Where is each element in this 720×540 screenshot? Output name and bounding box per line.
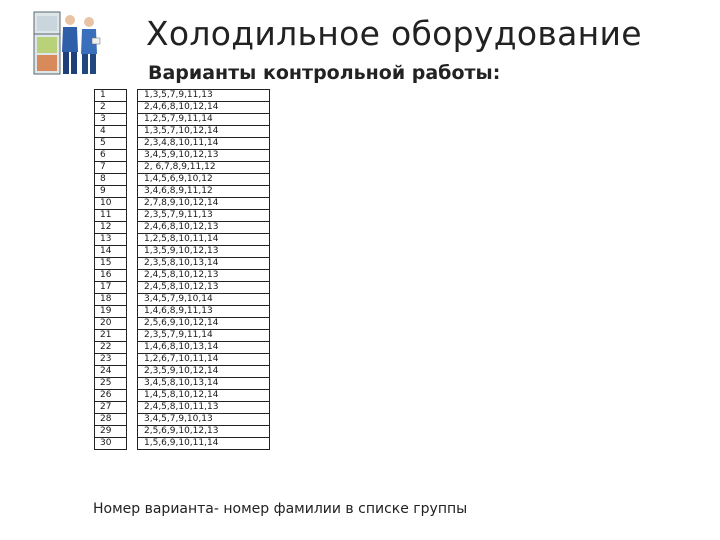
table-row [95, 438, 270, 450]
column-gap [127, 390, 138, 402]
variant-number: 23 [95, 354, 127, 366]
variant-number: 14 [95, 246, 127, 258]
column-gap [127, 114, 138, 126]
column-gap [127, 102, 138, 114]
variant-tasks: 1,2,6,7,10,11,14 [138, 354, 270, 366]
column-gap [127, 342, 138, 354]
variants-table-body [95, 90, 270, 450]
table-row [95, 174, 270, 186]
column-gap [127, 414, 138, 426]
variant-tasks: 2,5,6,9,10,12,13 [138, 426, 270, 438]
table-row [95, 282, 270, 294]
variant-tasks: 2,3,5,7,9,11,13 [138, 210, 270, 222]
variant-number: 9 [95, 186, 127, 198]
variant-tasks: 2,4,5,8,10,12,13 [138, 270, 270, 282]
variant-tasks: 1,3,5,7,10,12,14 [138, 126, 270, 138]
column-gap [127, 186, 138, 198]
variants-table [94, 89, 270, 450]
column-gap [127, 222, 138, 234]
table-row [95, 390, 270, 402]
table-row [95, 306, 270, 318]
variant-number: 4 [95, 126, 127, 138]
variant-number: 6 [95, 150, 127, 162]
variant-tasks: 1,3,5,7,9,11,13 [138, 90, 270, 102]
column-gap [127, 294, 138, 306]
page-subtitle: Варианты контрольной работы: [148, 62, 501, 84]
variant-number: 1 [95, 90, 127, 102]
table-row [95, 426, 270, 438]
variant-tasks: 1,4,6,8,10,13,14 [138, 342, 270, 354]
variant-number: 26 [95, 390, 127, 402]
variant-number: 25 [95, 378, 127, 390]
variant-number: 19 [95, 306, 127, 318]
table-row [95, 246, 270, 258]
table-row [95, 330, 270, 342]
table-row [95, 414, 270, 426]
column-gap [127, 270, 138, 282]
table-row [95, 210, 270, 222]
variant-tasks: 3,4,5,7,9,10,14 [138, 294, 270, 306]
variant-number: 29 [95, 426, 127, 438]
variant-tasks: 2,4,5,8,10,11,13 [138, 402, 270, 414]
column-gap [127, 366, 138, 378]
variant-number: 13 [95, 234, 127, 246]
table-row [95, 90, 270, 102]
table-row [95, 222, 270, 234]
column-gap [127, 246, 138, 258]
column-gap [127, 174, 138, 186]
column-gap [127, 126, 138, 138]
variant-number: 7 [95, 162, 127, 174]
variant-tasks: 3,4,5,7,9,10,13 [138, 414, 270, 426]
table-row [95, 234, 270, 246]
variant-tasks: 1,4,5,8,10,12,14 [138, 390, 270, 402]
column-gap [127, 330, 138, 342]
variant-number: 28 [95, 414, 127, 426]
variant-tasks: 3,4,5,8,10,13,14 [138, 378, 270, 390]
column-gap [127, 438, 138, 450]
table-row [95, 270, 270, 282]
variant-number: 11 [95, 210, 127, 222]
column-gap [127, 138, 138, 150]
table-row [95, 198, 270, 210]
table-row [95, 402, 270, 414]
column-gap [127, 90, 138, 102]
variant-tasks: 1,2,5,7,9,11,14 [138, 114, 270, 126]
variant-tasks: 1,4,5,6,9,10,12 [138, 174, 270, 186]
variant-tasks: 1,3,5,9,10,12,13 [138, 246, 270, 258]
column-gap [127, 210, 138, 222]
table-row [95, 186, 270, 198]
column-gap [127, 150, 138, 162]
variant-tasks: 2,3,5,8,10,13,14 [138, 258, 270, 270]
variant-number: 21 [95, 330, 127, 342]
footer-note: Номер варианта- номер фамилии в списке группы [93, 501, 468, 517]
variant-tasks: 2,4,6,8,10,12,14 [138, 102, 270, 114]
table-row [95, 366, 270, 378]
variant-number: 27 [95, 402, 127, 414]
column-gap [127, 378, 138, 390]
variant-tasks: 2,4,6,8,10,12,13 [138, 222, 270, 234]
column-gap [127, 198, 138, 210]
table-row [95, 342, 270, 354]
variant-tasks: 2,3,5,9,10,12,14 [138, 366, 270, 378]
variant-number: 20 [95, 318, 127, 330]
column-gap [127, 258, 138, 270]
variant-number: 17 [95, 282, 127, 294]
variant-tasks: 2,7,8,9,10,12,14 [138, 198, 270, 210]
variant-number: 8 [95, 174, 127, 186]
variant-tasks: 1,5,6,9,10,11,14 [138, 438, 270, 450]
variant-number: 18 [95, 294, 127, 306]
column-gap [127, 318, 138, 330]
variant-number: 22 [95, 342, 127, 354]
variant-number: 16 [95, 270, 127, 282]
table-row [95, 162, 270, 174]
column-gap [127, 426, 138, 438]
column-gap [127, 306, 138, 318]
variant-number: 24 [95, 366, 127, 378]
variant-number: 12 [95, 222, 127, 234]
technicians-with-refrigerator-icon [32, 10, 102, 76]
variant-number: 2 [95, 102, 127, 114]
table-row [95, 138, 270, 150]
variant-number: 30 [95, 438, 127, 450]
column-gap [127, 354, 138, 366]
table-row [95, 318, 270, 330]
column-gap [127, 402, 138, 414]
column-gap [127, 162, 138, 174]
variant-tasks: 2, 6,7,8,9,11,12 [138, 162, 270, 174]
variant-tasks: 1,4,6,8,9,11,13 [138, 306, 270, 318]
variant-number: 15 [95, 258, 127, 270]
table-row [95, 126, 270, 138]
variant-tasks: 2,5,6,9,10,12,14 [138, 318, 270, 330]
variant-tasks: 3,4,6,8,9,11,12 [138, 186, 270, 198]
variant-tasks: 2,4,5,8,10,12,13 [138, 282, 270, 294]
variant-tasks: 3,4,5,9,10,12,13 [138, 150, 270, 162]
page-title: Холодильное оборудование [146, 14, 642, 53]
column-gap [127, 234, 138, 246]
table-row [95, 258, 270, 270]
variant-tasks: 1,2,5,8,10,11,14 [138, 234, 270, 246]
table-row [95, 102, 270, 114]
table-row [95, 150, 270, 162]
column-gap [127, 282, 138, 294]
variant-tasks: 2,3,5,7,9,11,14 [138, 330, 270, 342]
variant-number: 3 [95, 114, 127, 126]
table-row [95, 378, 270, 390]
variant-tasks: 2,3,4,8,10,11,14 [138, 138, 270, 150]
table-row [95, 354, 270, 366]
variant-number: 5 [95, 138, 127, 150]
table-row [95, 294, 270, 306]
table-row [95, 114, 270, 126]
variant-number: 10 [95, 198, 127, 210]
